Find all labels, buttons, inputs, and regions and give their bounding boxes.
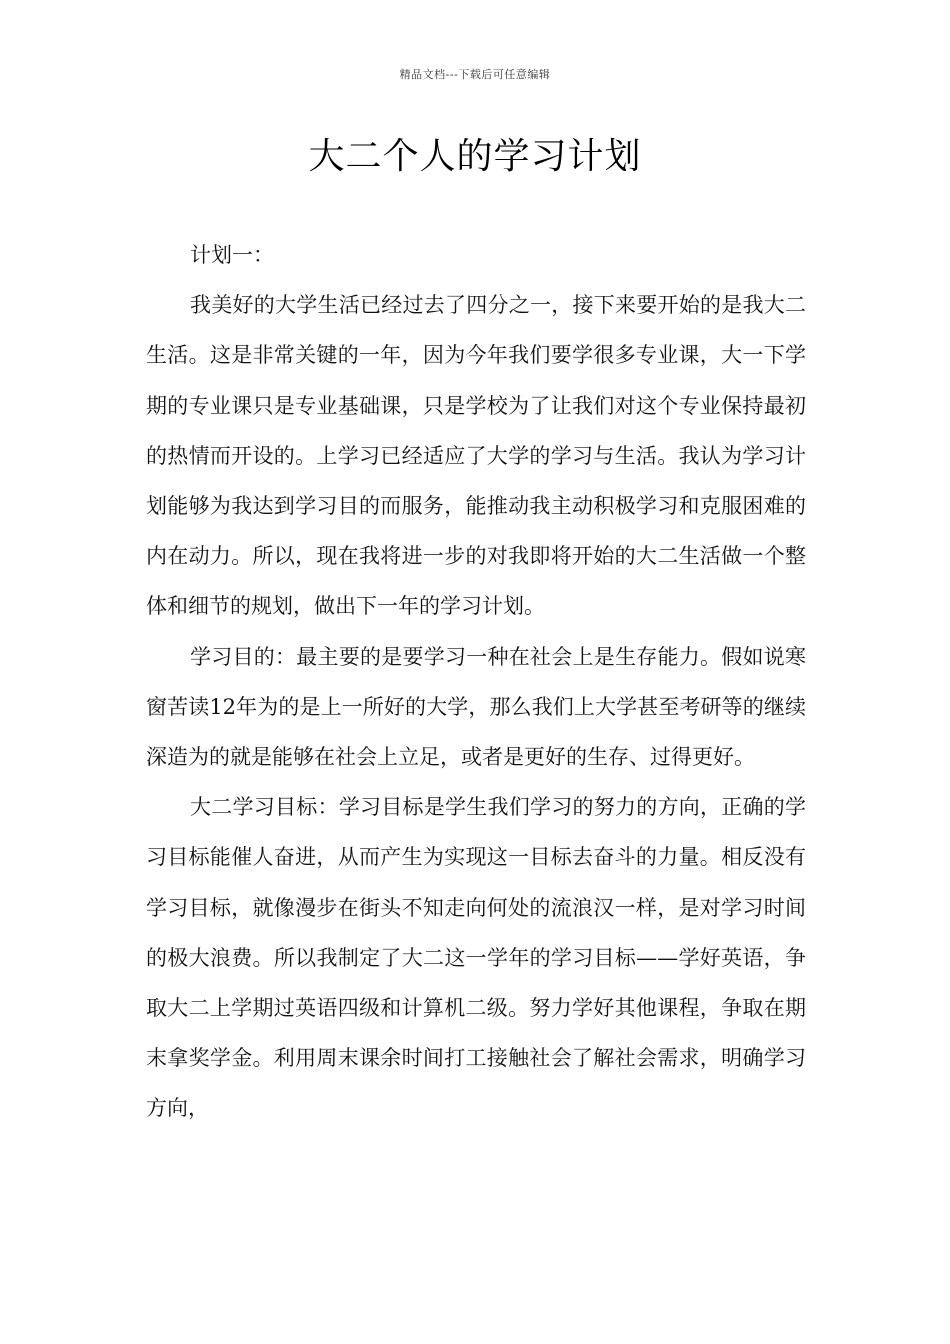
header-note: 精品文档---下载后可任意编辑 xyxy=(399,68,551,81)
document-body xyxy=(146,230,806,1134)
paragraph-plan-label: 计划一： xyxy=(190,243,274,267)
paragraph-sophomore-goals: 大二学习目标：学习目标是学生我们学习的努力的方向，正确的学习目标能催人奋进，从而产生为实现这一目标去奋斗的力量。相反没有学习目标，就像漫步在街头不知走向何处的流浪汉一样，是对学习时间的极大浪费。所以我制定了大二这一学年的学习目标——学好英语，争取大二上学期过英语四级和计算机二级。努力学好其他课程，争取在期末拿奖学金。利用周末课余时间打工接触社会了解社会需求，明确学习方向， xyxy=(146,795,806,1121)
paragraph-intro: 我美好的大学生活已经过去了四分之一，接下来要开始的是我大二生活。这是非常关键的一年，因为今年我们要学很多专业课，大一下学期的专业课只是专业基础课，只是学校为了让我们对这个专业保持最初的热情而开设的。上学习已经适应了大学的学习与生活。我认为学习计划能够为我达到学习目的而服务，能推动我主动积极学习和克服困难的内在动力。所以，现在我将进一步的对我即将开始的大二生活做一个整体和细节的规划，做出下一年的学习计划。 xyxy=(146,293,806,619)
document-title: 大二个人的学习计划 xyxy=(308,136,642,177)
paragraph-learning-purpose: 学习目的：最主要的是要学习一种在社会上是生存能力。假如说寒窗苦读12年为的是上一所好的大学，那么我们上大学甚至考研等的继续深造为的就是能够在社会上立足，或者是更好的生存、过得更好。 xyxy=(146,644,806,770)
